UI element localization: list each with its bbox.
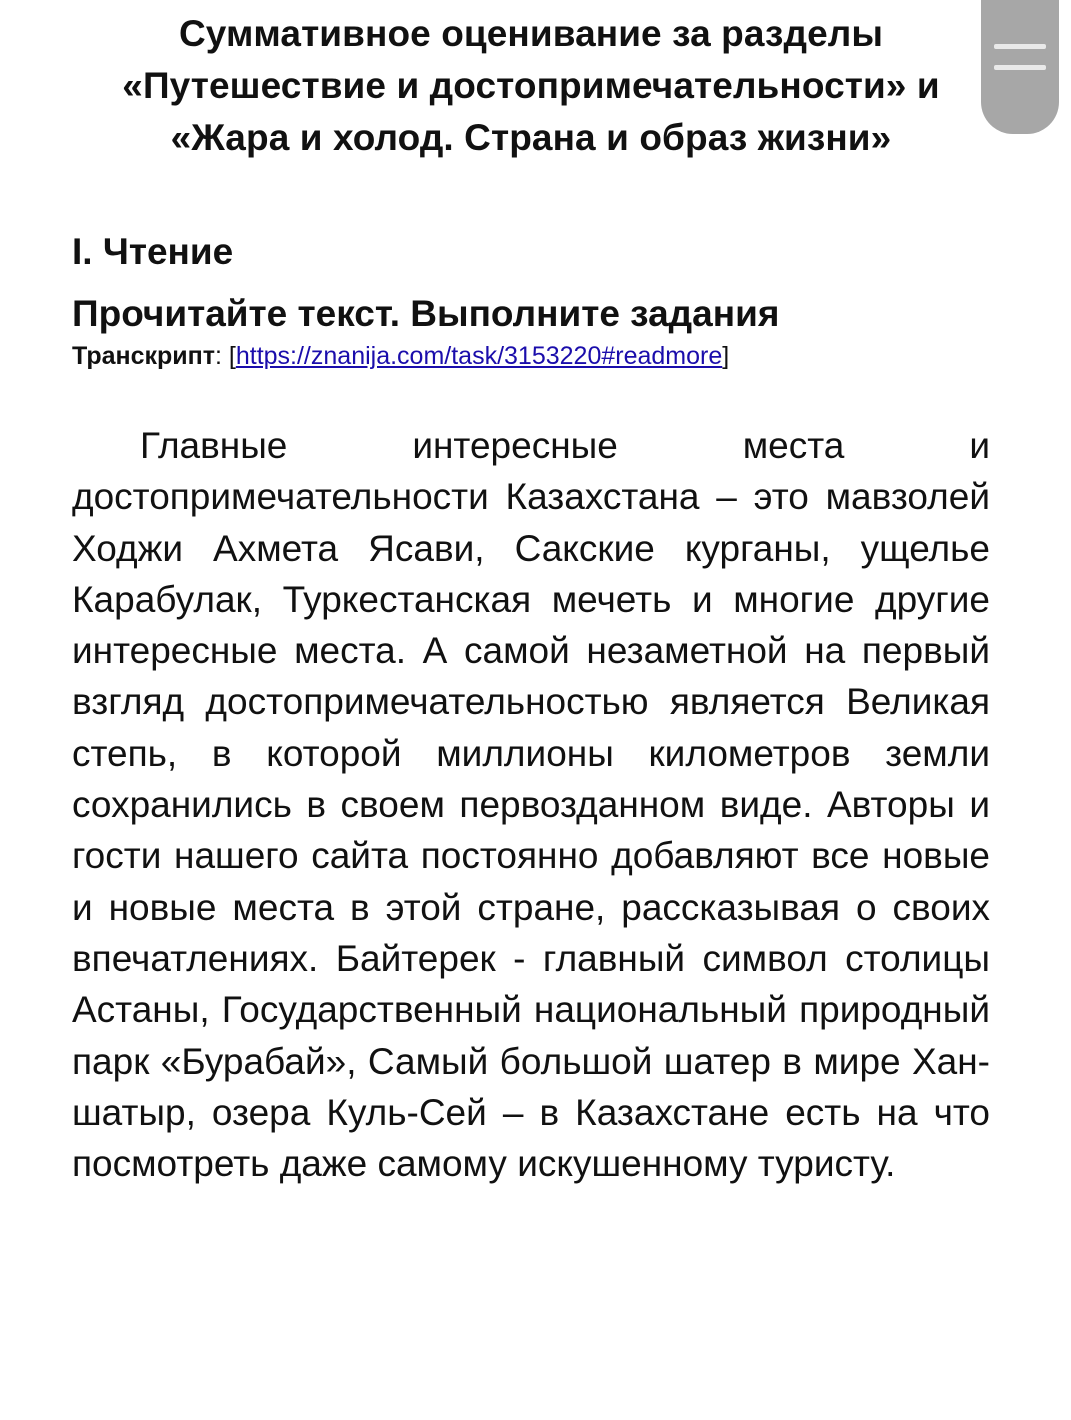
menu-button[interactable] [981, 0, 1059, 134]
task-heading: Прочитайте текст. Выполните задания [72, 293, 780, 334]
transcript-close-bracket: ] [722, 342, 730, 370]
reading-text-paragraph: Главные интересные места и достопримечательности Казахстана – это мавзолей Ходжи Ахмета Ясави, Сакские курганы, ущелье Карабулак, Туркестанская мечеть и многие другие интересные места. А самой незаметной на первый взгляд достопримечательностью является Великая степь, в которой миллионы километров земли сохранились в своем первозданном виде. Авторы и гости нашего сайта постоянно добавляют все новые и новые места в этой стране, рассказывая о своих впечатлениях. Байтерек - главный символ столицы Астаны, Государственный национальный природный парк «Бурабай», Самый большой шатер в мире Хан-шатыр, озера Куль-Сей – в Казахстане есть на что посмотреть даже самому искушенному туристу. [72, 425, 990, 1185]
section-heading: I. Чтение [72, 231, 234, 272]
document-page [72, 0, 990, 1189]
transcript-line [72, 340, 990, 372]
document-title: Суммативное оценивание за разделы «Путешествие и достопримечательности» и «Жара и холод. Страна и образ жизни» [122, 13, 940, 158]
transcript-label: Транскрипт [72, 342, 215, 370]
hamburger-menu-icon [994, 44, 1046, 70]
transcript-separator: : [ [215, 342, 236, 370]
transcript-link[interactable]: https://znanija.com/task/3153220#readmore [235, 342, 723, 370]
